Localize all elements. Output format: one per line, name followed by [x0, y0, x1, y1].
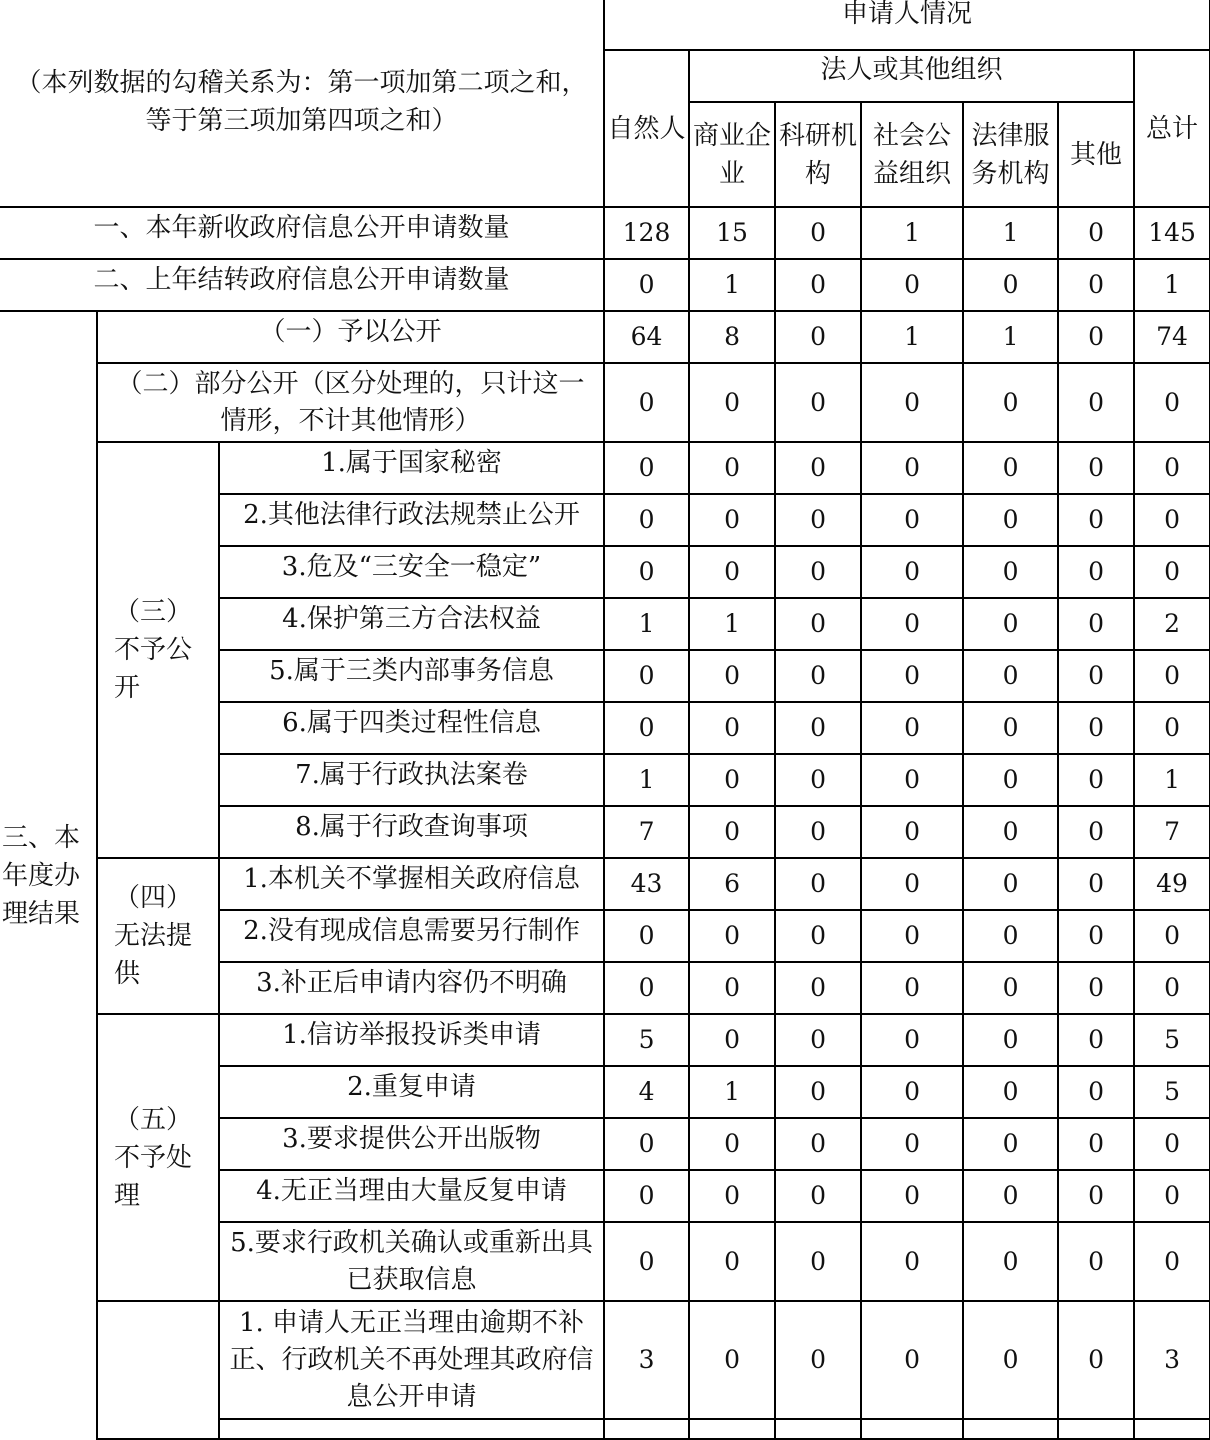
cell-total: 0 [1134, 1222, 1210, 1301]
cell-total: 5 [1134, 1014, 1210, 1066]
cell-value: 0 [775, 754, 861, 806]
cell-value: 0 [604, 363, 689, 442]
cell-total: 0 [1134, 1170, 1210, 1222]
cell-value: 0 [775, 650, 861, 702]
cell-value: 1 [861, 311, 963, 363]
cell-value: 0 [1058, 910, 1134, 962]
group-label-unable: （四）无法提供 [97, 858, 219, 1014]
cell-value: 0 [861, 494, 963, 546]
cell-value: 0 [604, 910, 689, 962]
table-row [0, 363, 1210, 442]
spacer-cell [861, 1419, 963, 1439]
cell-value: 0 [963, 1014, 1058, 1066]
cell-value: 1 [689, 598, 775, 650]
row-label-item: 8.属于行政查询事项 [219, 806, 604, 858]
cell-value: 0 [1058, 1301, 1134, 1419]
cell-value: 0 [1058, 259, 1134, 311]
cell-value: 0 [861, 806, 963, 858]
cell-value: 0 [604, 962, 689, 1014]
cell-total: 0 [1134, 546, 1210, 598]
cell-value: 0 [775, 1170, 861, 1222]
cell-value: 0 [604, 494, 689, 546]
cell-value: 0 [1058, 598, 1134, 650]
spacer-cell [1134, 1419, 1210, 1439]
cell-value: 0 [689, 1301, 775, 1419]
cell-value: 0 [689, 1014, 775, 1066]
cell-value: 0 [689, 1222, 775, 1301]
cell-total: 49 [1134, 858, 1210, 910]
cell-value: 0 [963, 259, 1058, 311]
cell-total: 0 [1134, 442, 1210, 494]
cell-value: 0 [775, 858, 861, 910]
cell-value: 0 [775, 1301, 861, 1419]
cell-value: 0 [689, 650, 775, 702]
cell-value: 0 [775, 1118, 861, 1170]
group-label-not-disclosed: （三）不予公开 [97, 442, 219, 858]
cell-value: 0 [775, 702, 861, 754]
cell-value: 0 [1058, 1222, 1134, 1301]
cell-value: 0 [689, 702, 775, 754]
row-label-item: 5.属于三类内部事务信息 [219, 650, 604, 702]
cell-value: 5 [604, 1014, 689, 1066]
cell-value: 0 [1058, 702, 1134, 754]
cell-value: 0 [689, 1170, 775, 1222]
cell-value: 0 [963, 494, 1058, 546]
cell-value: 0 [775, 207, 861, 259]
cell-value: 1 [689, 259, 775, 311]
cell-total: 0 [1134, 363, 1210, 442]
spacer-cell [604, 1419, 689, 1439]
row-label-new-requests: 一、本年新收政府信息公开申请数量 [0, 207, 604, 259]
cell-value: 0 [1058, 1170, 1134, 1222]
header-col-other: 其他 [1058, 102, 1134, 207]
cell-value: 0 [604, 650, 689, 702]
cell-value: 0 [861, 1066, 963, 1118]
row-label-item: 7.属于行政执法案卷 [219, 754, 604, 806]
cell-value: 1 [963, 311, 1058, 363]
cell-value: 0 [1058, 546, 1134, 598]
cell-value: 0 [861, 598, 963, 650]
cell-value: 0 [604, 702, 689, 754]
cell-value: 0 [861, 858, 963, 910]
row-label-item: 5.要求行政机关确认或重新出具已获取信息 [219, 1222, 604, 1301]
cell-value: 0 [861, 546, 963, 598]
header-applicant-info: 申请人情况 [604, 0, 1210, 50]
cell-value: 6 [689, 858, 775, 910]
cell-value: 0 [963, 442, 1058, 494]
row-label-item: 6.属于四类过程性信息 [219, 702, 604, 754]
cell-value: 0 [963, 754, 1058, 806]
cell-value: 0 [775, 962, 861, 1014]
cell-value: 0 [689, 363, 775, 442]
cell-value: 64 [604, 311, 689, 363]
header-col-business: 商业企业 [689, 102, 775, 207]
group-label-other [97, 1301, 219, 1419]
cell-value: 0 [604, 1170, 689, 1222]
cell-value: 0 [861, 1014, 963, 1066]
cell-value: 0 [775, 806, 861, 858]
cell-value: 0 [775, 1222, 861, 1301]
cell-value: 0 [861, 1222, 963, 1301]
cell-value: 0 [775, 259, 861, 311]
cell-value: 0 [861, 650, 963, 702]
cell-total: 1 [1134, 259, 1210, 311]
cell-value: 8 [689, 311, 775, 363]
cell-total: 5 [1134, 1066, 1210, 1118]
table-row [0, 1419, 1210, 1439]
cell-value: 0 [861, 910, 963, 962]
cell-value: 0 [604, 1222, 689, 1301]
cell-value: 0 [1058, 1066, 1134, 1118]
cell-total: 0 [1134, 1118, 1210, 1170]
row-label-item: 1. 申请人无正当理由逾期不补正、行政机关不再处理其政府信息公开申请 [219, 1301, 604, 1419]
row-label-item: 3.补正后申请内容仍不明确 [219, 962, 604, 1014]
header-col-public-welfare: 社会公益组织 [861, 102, 963, 207]
cell-value: 0 [604, 442, 689, 494]
cell-value: 0 [1058, 207, 1134, 259]
cell-total: 1 [1134, 754, 1210, 806]
cell-value: 0 [861, 1118, 963, 1170]
cell-value: 0 [963, 1118, 1058, 1170]
table-row [0, 442, 1210, 494]
cell-value: 0 [861, 754, 963, 806]
cell-value: 0 [604, 546, 689, 598]
cell-value: 0 [963, 962, 1058, 1014]
row-label-item: 4.无正当理由大量反复申请 [219, 1170, 604, 1222]
cell-value: 0 [861, 1170, 963, 1222]
cell-value: 128 [604, 207, 689, 259]
cell-value: 0 [689, 1118, 775, 1170]
cell-value: 0 [963, 546, 1058, 598]
table-row [0, 207, 1210, 259]
cell-value: 0 [1058, 311, 1134, 363]
cell-value: 0 [775, 311, 861, 363]
row-label-item: 1.本机关不掌握相关政府信息 [219, 858, 604, 910]
cell-value: 1 [861, 207, 963, 259]
row-label-item: 2.其他法律行政法规禁止公开 [219, 494, 604, 546]
row-label-carried-over: 二、上年结转政府信息公开申请数量 [0, 259, 604, 311]
cell-value: 0 [1058, 1118, 1134, 1170]
header-col-research: 科研机构 [775, 102, 861, 207]
cell-value: 0 [689, 494, 775, 546]
cell-value: 43 [604, 858, 689, 910]
row-label-item: 1.属于国家秘密 [219, 442, 604, 494]
spacer-cell [689, 1419, 775, 1439]
cell-total: 0 [1134, 650, 1210, 702]
cell-value: 0 [1058, 858, 1134, 910]
cell-value: 0 [775, 1066, 861, 1118]
cell-value: 0 [963, 702, 1058, 754]
cell-value: 0 [689, 962, 775, 1014]
cell-value: 0 [775, 546, 861, 598]
header-col-legal-service: 法律服务机构 [963, 102, 1058, 207]
table-row [0, 858, 1210, 910]
spacer-cell [775, 1419, 861, 1439]
cell-value: 0 [861, 1301, 963, 1419]
cell-value: 0 [963, 363, 1058, 442]
row-label-partial: （二）部分公开（区分处理的，只计这一情形，不计其他情形） [97, 363, 604, 442]
header-note: （本列数据的勾稽关系为：第一项加第二项之和，等于第三项加第四项之和） [0, 0, 604, 207]
spacer-cell [219, 1419, 604, 1439]
cell-value: 0 [1058, 442, 1134, 494]
spacer-cell [97, 1419, 219, 1439]
cell-value: 1 [689, 1066, 775, 1118]
cell-value: 0 [1058, 806, 1134, 858]
cell-value: 0 [861, 363, 963, 442]
cell-total: 7 [1134, 806, 1210, 858]
cell-value: 0 [689, 910, 775, 962]
cell-value: 0 [963, 1222, 1058, 1301]
cell-value: 0 [963, 858, 1058, 910]
cell-value: 0 [861, 702, 963, 754]
cell-value: 0 [963, 598, 1058, 650]
cell-value: 0 [963, 910, 1058, 962]
row-label-item: 4.保护第三方合法权益 [219, 598, 604, 650]
cell-value: 0 [1058, 1014, 1134, 1066]
cell-total: 3 [1134, 1301, 1210, 1419]
cell-value: 0 [689, 754, 775, 806]
row-label-disclosed: （一）予以公开 [97, 311, 604, 363]
cell-value: 0 [1058, 650, 1134, 702]
cell-value: 0 [775, 442, 861, 494]
cell-total: 0 [1134, 910, 1210, 962]
cell-value: 0 [1058, 494, 1134, 546]
header-col-total: 总计 [1134, 50, 1210, 207]
group-label-not-processed: （五）不予处理 [97, 1014, 219, 1301]
cell-value: 0 [963, 650, 1058, 702]
cell-value: 0 [963, 1170, 1058, 1222]
cell-value: 0 [604, 259, 689, 311]
cell-value: 0 [775, 1014, 861, 1066]
cell-value: 1 [963, 207, 1058, 259]
cell-value: 0 [689, 546, 775, 598]
table-row [0, 311, 1210, 363]
section3-label: 三、本年度办理结果 [0, 311, 97, 1439]
cell-value: 0 [963, 1066, 1058, 1118]
cell-value: 7 [604, 806, 689, 858]
cell-value: 0 [775, 598, 861, 650]
cell-value: 0 [963, 1301, 1058, 1419]
spacer-cell [963, 1419, 1058, 1439]
header-legal-group: 法人或其他组织 [689, 50, 1134, 102]
cell-total: 0 [1134, 494, 1210, 546]
cell-value: 0 [604, 1118, 689, 1170]
row-label-item: 3.危及“三安全一稳定” [219, 546, 604, 598]
row-label-item: 2.重复申请 [219, 1066, 604, 1118]
cell-total: 0 [1134, 962, 1210, 1014]
cell-value: 0 [689, 806, 775, 858]
cell-value: 0 [861, 442, 963, 494]
cell-value: 1 [604, 754, 689, 806]
header-col-natural-person: 自然人 [604, 50, 689, 207]
cell-value: 0 [861, 259, 963, 311]
cell-total: 74 [1134, 311, 1210, 363]
cell-value: 0 [689, 442, 775, 494]
cell-value: 0 [861, 962, 963, 1014]
table-row [0, 1301, 1210, 1419]
spacer-cell [1058, 1419, 1134, 1439]
cell-total: 0 [1134, 702, 1210, 754]
cell-value: 0 [775, 910, 861, 962]
table-row [0, 259, 1210, 311]
row-label-item: 3.要求提供公开出版物 [219, 1118, 604, 1170]
cell-value: 1 [604, 598, 689, 650]
cell-value: 0 [963, 806, 1058, 858]
cell-value: 15 [689, 207, 775, 259]
cell-total: 2 [1134, 598, 1210, 650]
row-label-item: 2.没有现成信息需要另行制作 [219, 910, 604, 962]
cell-value: 4 [604, 1066, 689, 1118]
table-row [0, 1014, 1210, 1066]
cell-value: 3 [604, 1301, 689, 1419]
cell-value: 0 [1058, 754, 1134, 806]
row-label-item: 1.信访举报投诉类申请 [219, 1014, 604, 1066]
cell-value: 0 [775, 363, 861, 442]
cell-value: 0 [1058, 962, 1134, 1014]
cell-value: 0 [775, 494, 861, 546]
cell-total: 145 [1134, 207, 1210, 259]
cell-value: 0 [1058, 363, 1134, 442]
